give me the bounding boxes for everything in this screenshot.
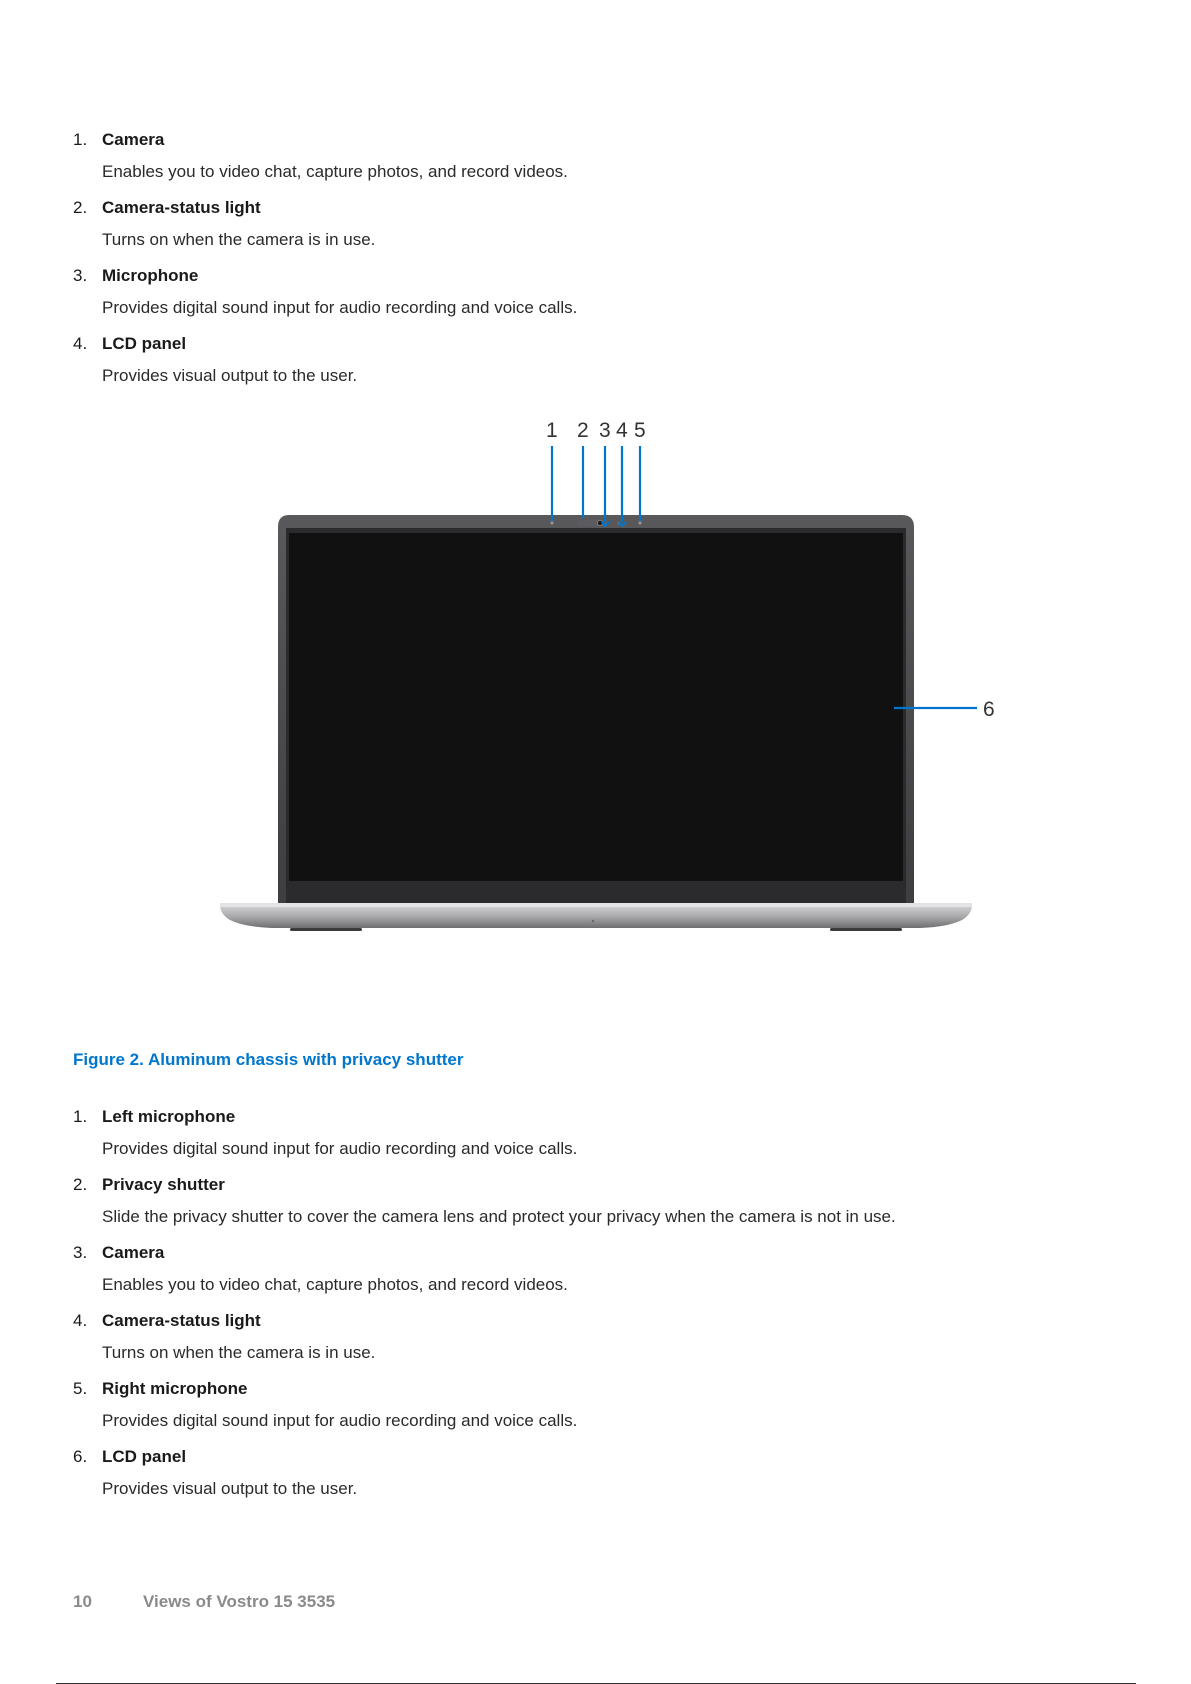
callout-number-1: 1 [546, 419, 558, 442]
item-title: Camera [102, 1243, 165, 1262]
item-number: 2. [73, 1175, 88, 1194]
item-title: Camera [102, 130, 165, 149]
item-number: 4. [73, 1311, 88, 1330]
list-item [0, 1378, 1191, 1446]
item-title: Left microphone [102, 1107, 236, 1126]
item-number: 5. [73, 1379, 88, 1398]
item-description: Turns on when the camera is in use. [102, 1343, 376, 1362]
left-microphone-icon [551, 522, 554, 525]
item-title: Privacy shutter [102, 1175, 225, 1194]
item-description: Turns on when the camera is in use. [102, 230, 376, 249]
item-title: Microphone [102, 266, 199, 285]
item-title: Right microphone [102, 1379, 248, 1398]
list-item [0, 1242, 1191, 1310]
item-number: 4. [73, 334, 88, 353]
callout-number-4: 4 [616, 419, 628, 442]
item-title: Camera-status light [102, 1311, 261, 1330]
item-description: Provides visual output to the user. [102, 366, 358, 385]
laptop-base [220, 905, 972, 928]
list-item [0, 1310, 1191, 1378]
hinge-strip [220, 903, 972, 907]
item-description: Slide the privacy shutter to cover the camera lens and protect your privacy when the camera is not in use. [102, 1207, 896, 1226]
item-description: Enables you to video chat, capture photos, and record videos. [102, 1275, 568, 1294]
callout-number-2: 2 [577, 419, 589, 442]
item-description: Provides visual output to the user. [102, 1479, 358, 1498]
callout-number-3: 3 [599, 419, 611, 442]
footer-section-title: Views of Vostro 15 3535 [143, 1592, 336, 1611]
callout-number-5: 5 [634, 419, 646, 442]
item-description: Provides digital sound input for audio recording and voice calls. [102, 1139, 578, 1158]
item-number: 3. [73, 266, 88, 285]
list-item [0, 1106, 1191, 1174]
item-description: Enables you to video chat, capture photos, and record videos. [102, 162, 568, 181]
component-list-bottom [0, 1106, 1191, 1514]
right-microphone-icon [639, 522, 642, 525]
item-number: 3. [73, 1243, 88, 1262]
item-title: LCD panel [102, 1447, 187, 1466]
item-number: 2. [73, 198, 88, 217]
item-description: Provides digital sound input for audio recording and voice calls. [102, 298, 578, 317]
left-foot [290, 928, 362, 931]
power-indicator-icon [592, 920, 594, 922]
page-number: 10 [73, 1592, 92, 1611]
item-number: 1. [73, 1107, 88, 1126]
item-number: 1. [73, 130, 88, 149]
item-description: Provides digital sound input for audio recording and voice calls. [102, 1411, 578, 1430]
lcd-screen [289, 533, 903, 881]
list-item [0, 1174, 1191, 1242]
figure-caption: Figure 2. Aluminum chassis with privacy shutter [73, 1050, 464, 1069]
right-foot [830, 928, 902, 931]
item-title: Camera-status light [102, 198, 261, 217]
callout-number-6: 6 [983, 698, 995, 721]
list-item [0, 1446, 1191, 1514]
item-number: 6. [73, 1447, 88, 1466]
item-title: LCD panel [102, 334, 187, 353]
